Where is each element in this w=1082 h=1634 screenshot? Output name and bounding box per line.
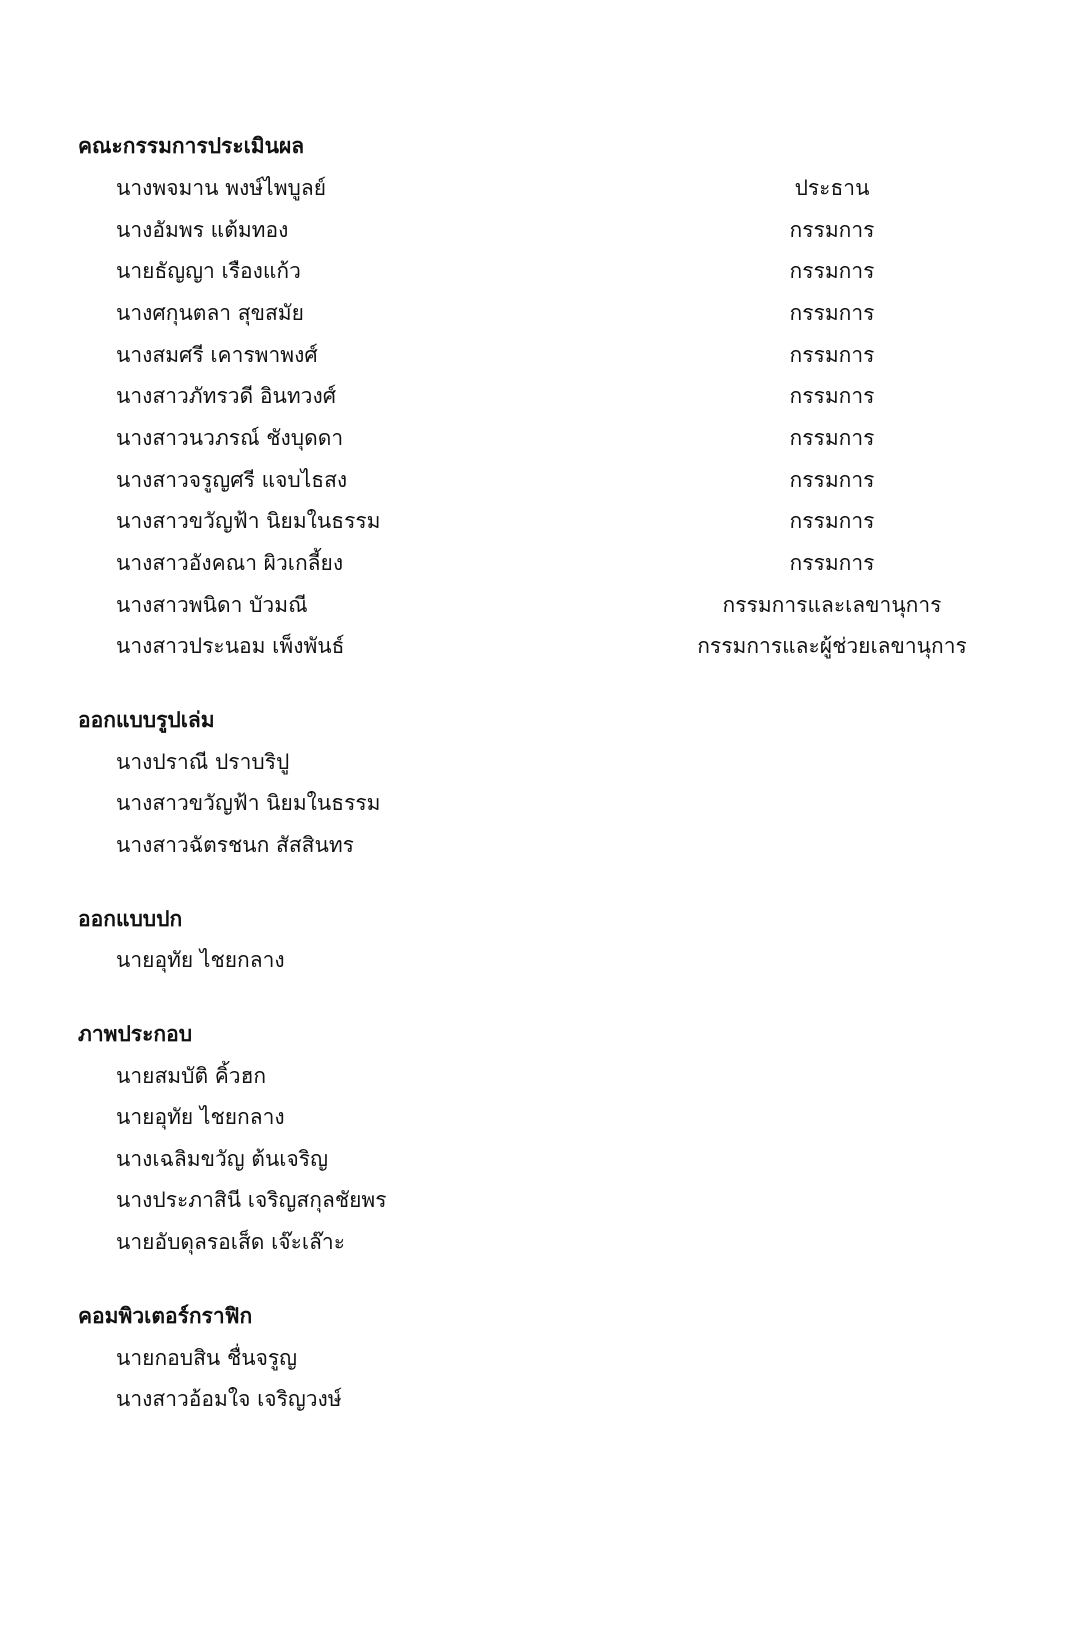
member-name: นางศกุนตลา สุขสมัย bbox=[116, 301, 304, 325]
section-title-cover-design: ออกแบบปก bbox=[78, 907, 183, 931]
member-name: นางสมศรี เคารพาพงศ์ bbox=[116, 343, 318, 367]
member-name: นายอุทัย ไชยกลาง bbox=[116, 948, 285, 972]
member-name: นางสาวอ้อมใจ เจริญวงษ์ bbox=[116, 1387, 342, 1411]
section-title-book-design: ออกแบบรูปเล่ม bbox=[78, 708, 215, 732]
member-name: นางสาวจรูญศรี แจบไธสง bbox=[116, 468, 348, 492]
section-title-evaluation-committee: คณะกรรมการประเมินผล bbox=[78, 134, 305, 158]
member-name: นางปราณี ปราบริปู bbox=[116, 750, 290, 774]
member-name: นายธัญญา เรืองแก้ว bbox=[116, 259, 301, 283]
member-name: นางอัมพร แต้มทอง bbox=[116, 218, 289, 242]
member-name: นายกอบสิน ชื่นจรูญ bbox=[116, 1346, 298, 1370]
document-page: คณะกรรมการประเมินผล นางพจมาน พงษ์ไพบูลย์ ประธาน นางอัมพร แต้มทอง กรรมการ นายธัญญา เรืองแก้ว กรรมการ นางศกุนตลา สุขสมัย กรรมการ นางสมศรี เคารพาพงศ์ กรรมการ นางสาวภัทรวดี อินทวงศ์ กรรมการ นางสาวนวภรณ์ ชังบุดดา กรรมการ นางสาวจรูญศรี แจบไธสง กรรมการ นางสาวขวัญฟ้า นิยมในธรรม กรรมการ นางสาวอังคณา ผิวเกลี้ยง กรรมการ นางสาวพนิดา บัวมณี กรรมการและเลขานุการ นางสาวประนอม เพ็งพันธ์ กรรมการและผู้ช่วยเลขานุการ ออกแบบรูปเล่ม นางปราณี ปราบริปู นางสาวขวัญฟ้า นิยมในธรรม นางสาวฉัตรชนก สัสสินทร ออกแบบปก นายอุทัย ไชยกลาง ภาพประกอบ นายสมบัติ คิ้วฮก นายอุทัย ไชยกลาง นางเฉลิมขวัญ ต้นเจริญ นางประภาสินี เจริญสกุลชัยพร นายอับดุลรอเส็ด เจ๊ะเล๊าะ คอมพิวเตอร์กราฟิก นายกอบสิน ชื่นจรูญ นางสาวอ้อมใจ เจริญวงษ์ bbox=[78, 134, 967, 1411]
member-name: นางเฉลิมขวัญ ต้นเจริญ bbox=[116, 1147, 328, 1171]
member-name: นางสาวฉัตรชนก สัสสินทร bbox=[116, 833, 354, 857]
member-name: นางสาวภัทรวดี อินทวงศ์ bbox=[116, 384, 337, 408]
member-name: นางพจมาน พงษ์ไพบูลย์ bbox=[116, 176, 327, 200]
member-name: นางสาวนวภรณ์ ชังบุดดา bbox=[116, 426, 344, 450]
member-name: นางสาวประนอม เพ็งพันธ์ bbox=[116, 634, 345, 658]
section-title-illustrations: ภาพประกอบ bbox=[78, 1022, 193, 1046]
member-name: นางสาวขวัญฟ้า นิยมในธรรม bbox=[116, 791, 381, 815]
member-name: นางสาวขวัญฟ้า นิยมในธรรม bbox=[116, 509, 381, 533]
member-name: นายสมบัติ คิ้วฮก bbox=[116, 1064, 267, 1088]
member-name: นางสาวพนิดา บัวมณี bbox=[116, 593, 308, 617]
member-name: นางประภาสินี เจริญสกุลชัยพร bbox=[116, 1188, 387, 1212]
member-name: นางสาวอังคณา ผิวเกลี้ยง bbox=[116, 551, 344, 575]
section-title-computer-graphics: คอมพิวเตอร์กราฟิก bbox=[78, 1304, 253, 1328]
member-name: นายอับดุลรอเส็ด เจ๊ะเล๊าะ bbox=[116, 1230, 345, 1254]
member-name: นายอุทัย ไชยกลาง bbox=[116, 1105, 285, 1129]
